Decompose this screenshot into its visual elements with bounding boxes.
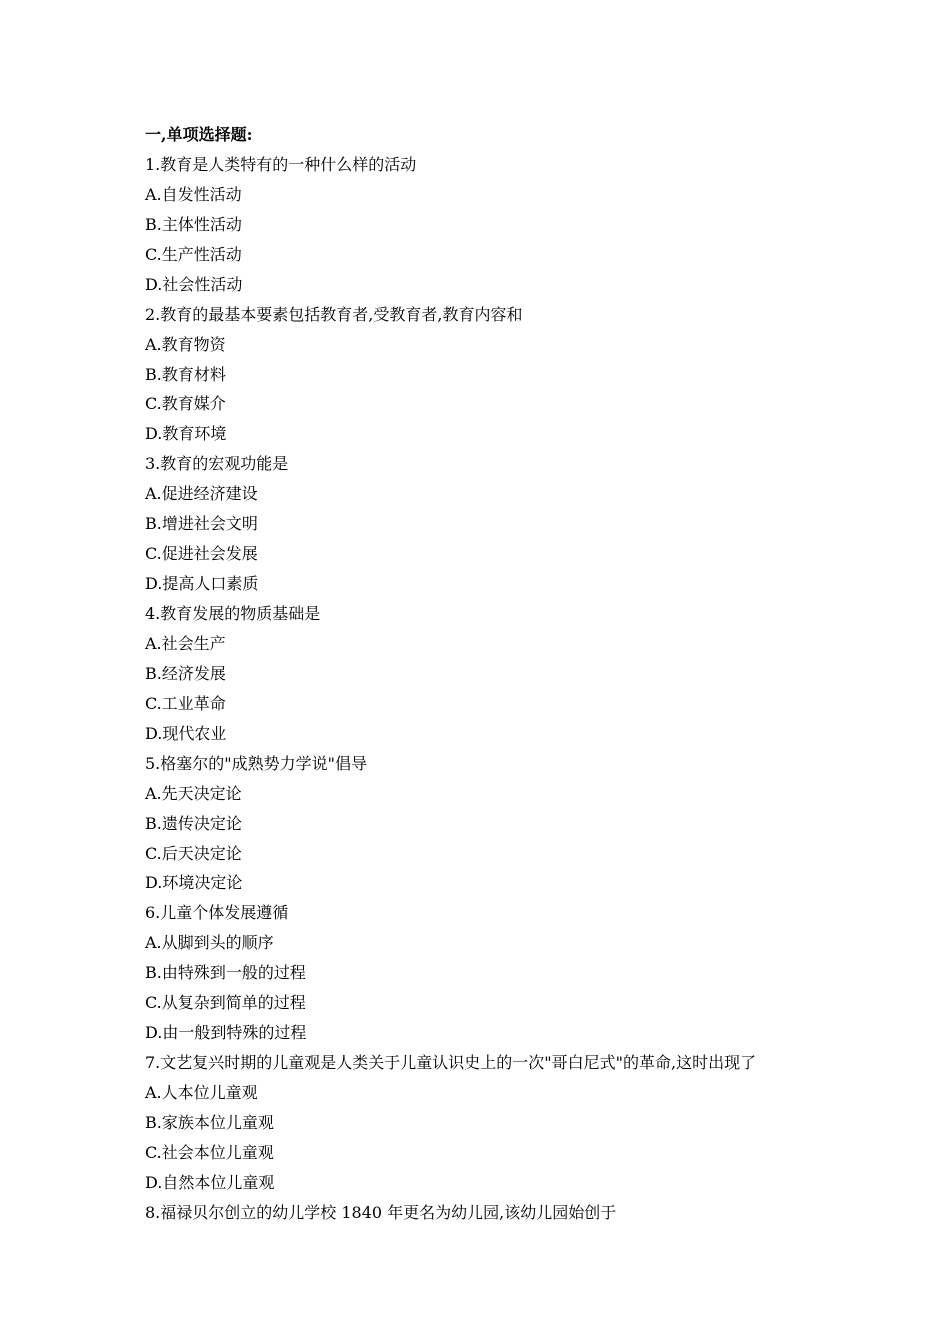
answer-option: B.教育材料 <box>145 364 226 384</box>
question-text: 1.教育是人类特有的一种什么样的活动 <box>145 154 417 174</box>
answer-option: B.主体性活动 <box>145 214 242 234</box>
answer-option: B.由特殊到一般的过程 <box>145 963 306 983</box>
question-text: 3.教育的宏观功能是 <box>145 454 289 474</box>
answer-option: A.人本位儿童观 <box>145 1083 258 1102</box>
answer-option: C.社会本位儿童观 <box>145 1142 274 1162</box>
answer-option: B.家族本位儿童观 <box>145 1112 274 1132</box>
answer-option: D.现代农业 <box>145 723 227 743</box>
answer-option: B.遗传决定论 <box>145 813 242 833</box>
answer-option: A.教育物资 <box>145 334 226 354</box>
answer-option: D.提高人口素质 <box>145 574 259 594</box>
answer-option: C.从复杂到简单的过程 <box>145 993 306 1013</box>
answer-option: C.工业革命 <box>145 693 226 713</box>
question-text: 2.教育的最基本要素包括教育者,受教育者,教育内容和 <box>145 304 523 324</box>
answer-option: D.环境决定论 <box>145 873 243 893</box>
answer-option: B.增进社会文明 <box>145 514 258 534</box>
question-text: 8.福禄贝尔创立的幼儿学校 1840 年更名为幼儿园,该幼儿园始创于 <box>145 1202 617 1222</box>
answer-option: D.由一般到特殊的过程 <box>145 1023 307 1043</box>
answer-option: D.教育环境 <box>145 424 227 444</box>
question-text: 5.格塞尔的"成熟势力学说"倡导 <box>145 753 367 773</box>
answer-option: B.经济发展 <box>145 663 226 683</box>
answer-option: A.社会生产 <box>145 633 226 653</box>
answer-option: A.先天决定论 <box>145 783 242 803</box>
answer-option: A.促进经济建设 <box>145 484 258 504</box>
answer-option: A.自发性活动 <box>145 184 242 204</box>
question-text: 6.儿童个体发展遵循 <box>145 903 289 923</box>
answer-option: C.教育媒介 <box>145 394 226 414</box>
answer-option: A.从脚到头的顺序 <box>145 933 274 953</box>
answer-option: D.自然本位儿童观 <box>145 1172 275 1192</box>
answer-option: C.促进社会发展 <box>145 544 258 564</box>
question-text: 7.文艺复兴时期的儿童观是人类关于儿童认识史上的一次"哥白尼式"的革命,这时出现了 <box>145 1053 757 1073</box>
answer-option: C.生产性活动 <box>145 244 242 264</box>
section-title: 一,单项选择题: <box>145 125 253 144</box>
answer-option: D.社会性活动 <box>145 274 243 294</box>
answer-option: C.后天决定论 <box>145 843 242 863</box>
document-page <box>145 120 905 1228</box>
question-text: 4.教育发展的物质基础是 <box>145 604 321 623</box>
question-list <box>145 150 905 1228</box>
